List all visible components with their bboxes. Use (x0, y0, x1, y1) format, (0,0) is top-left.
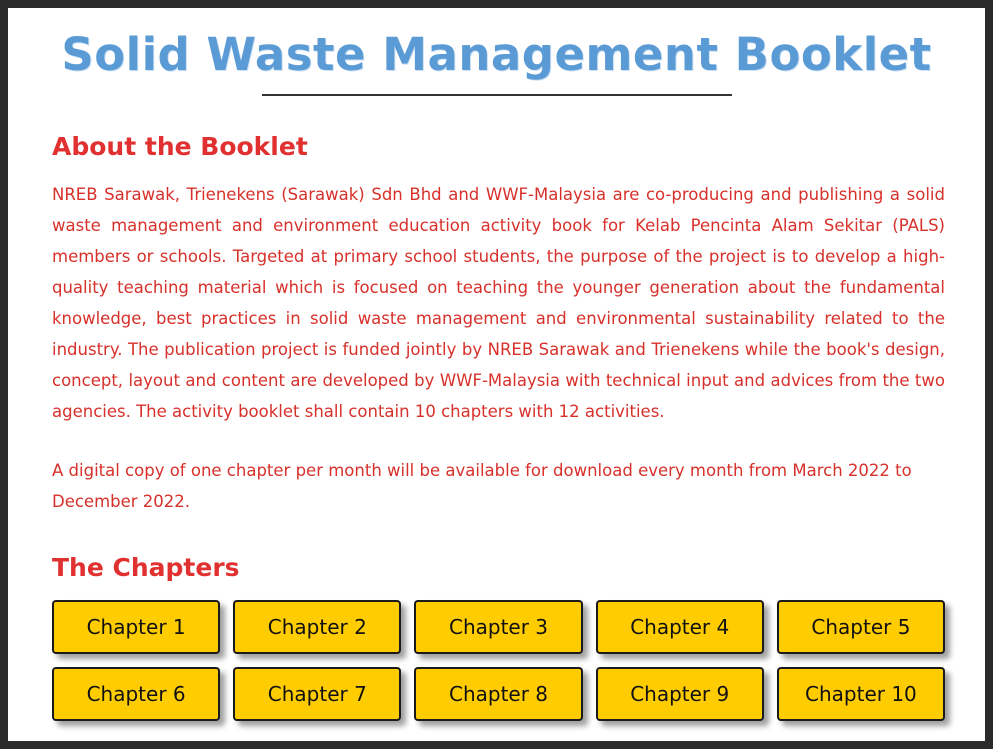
chapter-button-6[interactable]: Chapter 6 (52, 667, 220, 721)
chapter-button-10[interactable]: Chapter 10 (777, 667, 945, 721)
chapter-button-2[interactable]: Chapter 2 (233, 600, 401, 654)
chapter-row (52, 600, 945, 654)
about-heading: About the Booklet (52, 131, 308, 161)
chapters-grid (52, 600, 945, 721)
title-divider (262, 94, 732, 96)
document-page (8, 8, 985, 741)
document-content (8, 132, 985, 721)
chapter-button-3[interactable]: Chapter 3 (414, 600, 582, 654)
chapter-row (52, 667, 945, 721)
chapter-button-5[interactable]: Chapter 5 (777, 600, 945, 654)
chapter-button-7[interactable]: Chapter 7 (233, 667, 401, 721)
chapter-button-9[interactable]: Chapter 9 (596, 667, 764, 721)
about-note: A digital copy of one chapter per month will be available for download every month from March 2022 to December 2022. (52, 460, 912, 511)
chapters-heading: The Chapters (52, 552, 240, 582)
page-title: Solid Waste Management Booklet (61, 28, 932, 81)
chapter-button-1[interactable]: Chapter 1 (52, 600, 220, 654)
about-paragraph: NREB Sarawak, Trienekens (Sarawak) Sdn Bhd and WWF-Malaysia are co-producing and publishing a solid waste management and environment education activity book for Kelab Pencinta Alam Sekitar (PALS) members or schools. Targeted at primary school students, the purpose of the project is to develop a high-quality teaching material which is focused on teaching the younger generation about the fundamental knowledge, best practices in solid waste management and environmental sustainability related to the industry. The publication project is funded jointly by NREB Sarawak and Trienekens while the book's design, concept, layout and content are developed by WWF-Malaysia with technical input and advices from the two agencies. The activity booklet shall contain 10 chapters with 12 activities. (52, 184, 945, 421)
chapter-button-8[interactable]: Chapter 8 (414, 667, 582, 721)
chapter-button-4[interactable]: Chapter 4 (596, 600, 764, 654)
